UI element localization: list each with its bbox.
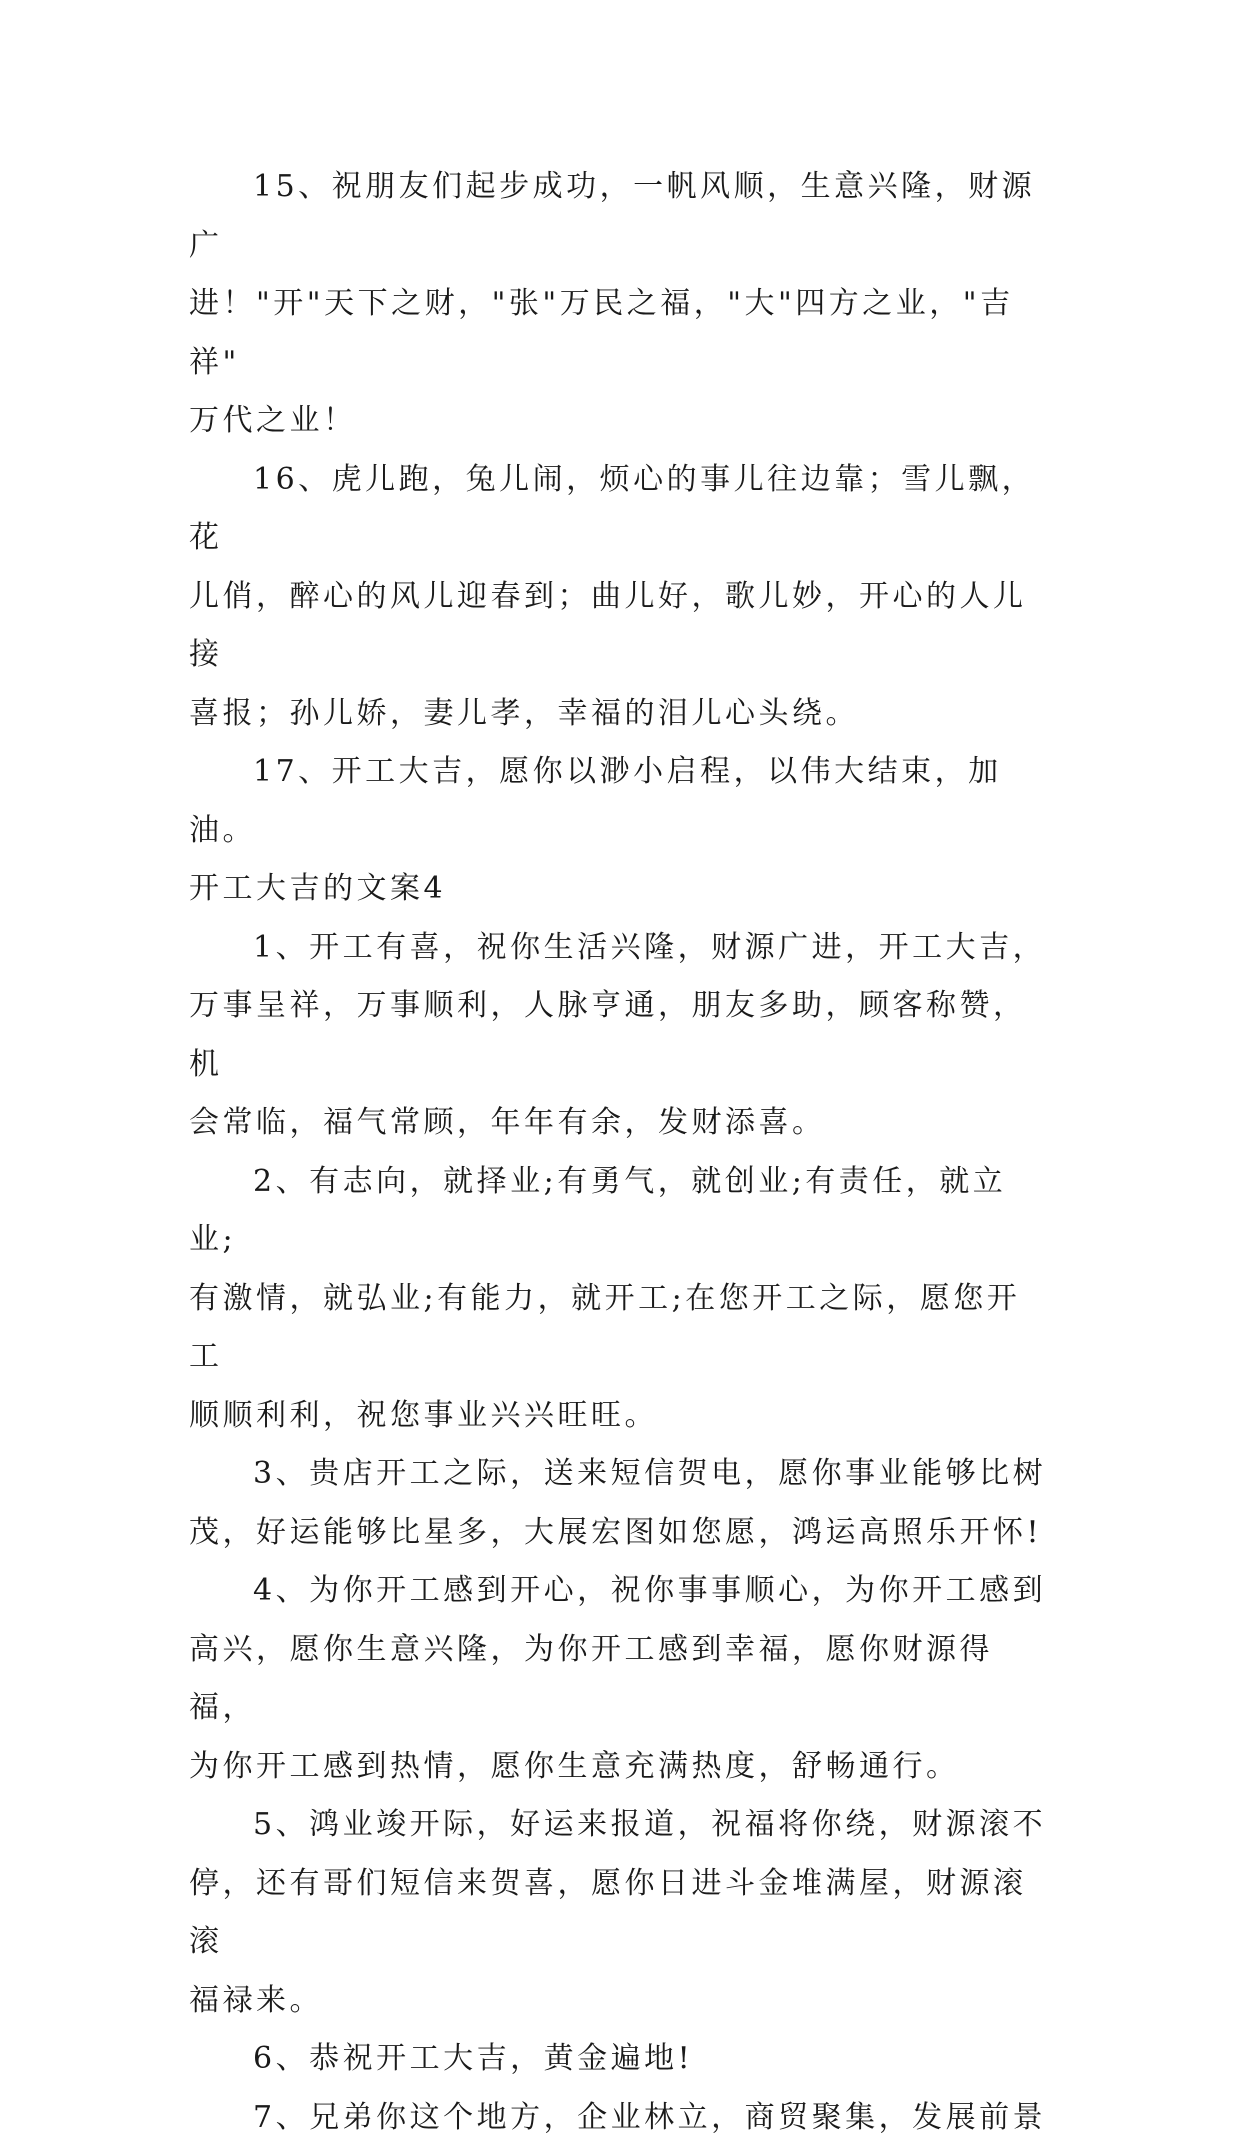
paragraph-4: 4、为你开工感到开心，祝你事事顺心，为你开工感到 高兴，愿你生意兴隆，为你开工感到幸福，愿你财源得福， 为你开工感到热情，愿你生意充满热度，舒畅通行。 bbox=[189, 1562, 1049, 1796]
paragraph-5: 5、鸿业竣开际，好运来报道，祝福将你绕，财源滚不 停，还有哥们短信来贺喜，愿你日进斗金堆满屋，财源滚滚 福禄来。 bbox=[189, 1796, 1049, 2030]
paragraph-7: 7、兄弟你这个地方，企业林立，商贸聚集，发展前景 bbox=[189, 2089, 1049, 2147]
paragraph-16: 16、虎儿跑，兔儿闹，烦心的事儿往边靠；雪儿飘，花 儿俏，醉心的风儿迎春到；曲儿好，歌儿妙，开心的人儿接 喜报；孙儿娇，妻儿孝，幸福的泪儿心头绕。 bbox=[189, 451, 1049, 744]
paragraph-6: 6、恭祝开工大吉，黄金遍地! bbox=[189, 2030, 1049, 2089]
paragraph-3: 3、贵店开工之际，送来短信贺电，愿你事业能够比树 茂，好运能够比星多，大展宏图如您愿，鸿运高照乐开怀! bbox=[189, 1445, 1049, 1562]
paragraph-1: 1、开工有喜，祝你生活兴隆，财源广进，开工大吉， 万事呈祥，万事顺利，人脉亨通，朋友多助，顾客称赞，机 会常临，福气常顾，年年有余，发财添喜。 bbox=[189, 919, 1049, 1153]
paragraph-15: 15、祝朋友们起步成功，一帆风顺，生意兴隆，财源广 进！"开"天下之财，"张"万民之福，"大"四方之业，"吉祥" 万代之业！ bbox=[189, 158, 1049, 451]
document-body bbox=[189, 158, 1049, 2147]
paragraph-17: 17、开工大吉，愿你以渺小启程，以伟大结束，加油。 bbox=[189, 743, 1049, 860]
paragraph-2: 2、有志向，就择业;有勇气，就创业;有责任，就立业; 有激情，就弘业;有能力，就开工;在您开工之际，愿您开工 顺顺利利，祝您事业兴兴旺旺。 bbox=[189, 1153, 1049, 1446]
section-heading: 开工大吉的文案4 bbox=[189, 860, 1049, 919]
